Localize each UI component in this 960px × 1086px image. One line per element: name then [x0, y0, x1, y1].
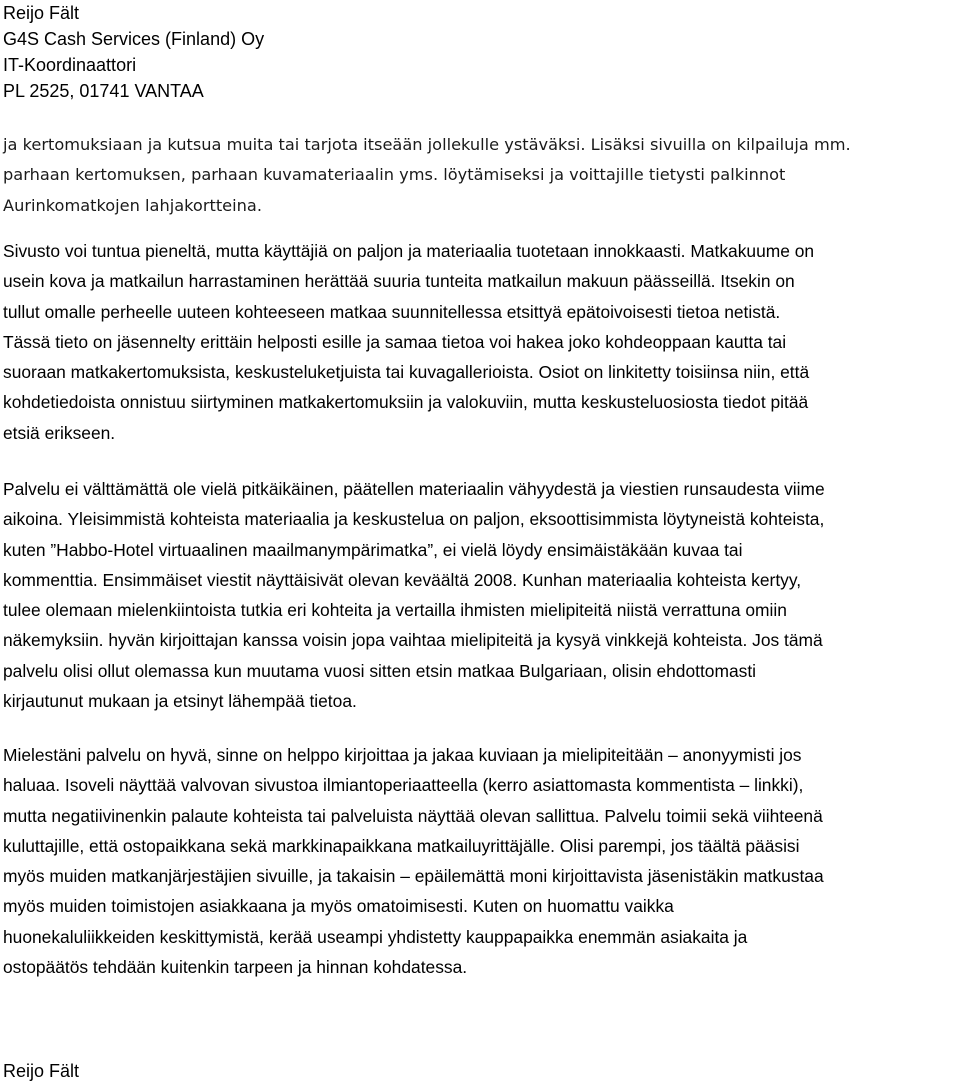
- paragraph-line: Tässä tieto on jäsennelty erittäin helposti esille ja samaa tietoa voi hakea joko kohdeoppaan kautta tai: [3, 331, 787, 352]
- paragraph-line: parhaan kertomuksen, parhaan kuvamateriaalin yms. löytämiseksi ja voittajille tietysti palkinnot: [3, 165, 786, 185]
- paragraph-line: etsiä erikseen.: [3, 422, 116, 443]
- paragraph-line: usein kova ja matkailun harrastaminen herättää suuria tunteita matkailun makuun päässeillä. Itsekin on: [3, 271, 795, 292]
- paragraph-line: tullut omalle perheelle uuteen kohteeseen matkaa suunnitellessa etsittyä epätoivoisesti tietoa netistä.: [3, 301, 781, 322]
- paragraph-line: Palvelu ei välttämättä ole vielä pitkäikäinen, päätellen materiaalin vähyydestä ja viestien runsaudesta viime: [3, 479, 825, 499]
- paragraph-line: tulee olemaan mielenkiintoista tutkia eri kohteita ja vertailla ihmisten mielipiteitä niistä verrattuna omiin: [3, 600, 787, 621]
- paragraph-line: myös muiden matkanjärjestäjien sivuille, ja takaisin – epäilemättä moni kirjoittavista jäsenistäkin matkustaa: [3, 866, 824, 887]
- paragraph-line: haluaa. Isoveli näyttää valvovan sivustoa ilmiantoperiaatteella (kerro asiattomasta kommentista – linkki),: [3, 775, 804, 796]
- paragraph-line: näkemyksiin. hyvän kirjoittajan kanssa voisin jopa vaihtaa mielipiteitä ja kysyä vinkkejä kohteista. Jos tämä: [3, 630, 823, 651]
- paragraph-line: suoraan matkakertomuksista, keskusteluketjuista tai kuvagallerioista. Osiot on linkitetty toisiinsa niin, että: [3, 362, 810, 383]
- paragraph-line: kirjautunut mukaan ja etsinyt lähempää tietoa.: [3, 691, 357, 712]
- paragraph-line: Sivusto voi tuntua pieneltä, mutta käyttäjiä on paljon ja materiaalia tuotetaan innokkaasti. Matkakuume on: [3, 241, 815, 261]
- paragraph-line: aikoina. Yleisimmistä kohteista materiaalia ja keskustelua on paljon, eksoottisimmista löytyneistä kohteista,: [3, 509, 825, 530]
- sender-address: PL 2525, 01741 VANTAA: [3, 81, 204, 101]
- paragraph-line: kuluttajille, että ostopaikkana sekä markkinapaikkana matkailuyrittäjälle. Olisi parempi, jos täältä pääsisi: [3, 835, 800, 856]
- paragraph-line: palvelu olisi ollut olemassa kun muutama vuosi sitten etsin matkaa Bulgariaan, olisin ehdottomasti: [3, 660, 757, 681]
- paragraph-line: Aurinkomatkojen lahjakortteina.: [3, 195, 262, 215]
- paragraph-line: Mielestäni palvelu on hyvä, sinne on helppo kirjoittaa ja jakaa kuviaan ja mielipiteitään – anonyymisti jos: [3, 745, 802, 765]
- sender-name: Reijo Fält: [3, 3, 80, 23]
- paragraph-line: ostopäätös tehdään kuitenkin tarpeen ja hinnan kohdatessa.: [3, 957, 468, 978]
- paragraph-line: kommenttia. Ensimmäiset viestit näyttäisivät olevan keväältä 2008. Kunhan materiaalia kohteista kertyy,: [3, 569, 802, 590]
- paragraph-1: [3, 130, 955, 221]
- sender-company: G4S Cash Services (Finland) Oy: [3, 29, 265, 49]
- paragraph-line: mutta negatiivinenkin palaute kohteista tai palveluista näyttää olevan sallittua. Palvelu toimii sekä viihteenä: [3, 805, 823, 826]
- paragraph-line: ja kertomuksiaan ja kutsua muita tai tarjota itseään jollekulle ystäväksi. Lisäksi sivuilla on kilpailuja mm.: [3, 135, 851, 154]
- sender-role: IT-Koordinaattori: [3, 55, 137, 75]
- paragraph-line: myös muiden toimistojen asiakkaana ja myös omatoimisesti. Kuten on huomattu vaikka: [3, 896, 674, 917]
- paragraph-4: [3, 740, 955, 982]
- paragraph-line: kohdetiedoista onnistuu siirtyminen matkakertomuksiin ja valokuviin, mutta keskusteluosiosta tiedot pitää: [3, 392, 809, 413]
- signature: Reijo Fält: [3, 1061, 80, 1081]
- paragraph-2: [3, 236, 955, 448]
- paragraph-line: kuten ”Habbo-Hotel virtuaalinen maailmanympärimatka”, ei vielä löydy ensimäistäkään kuvaa tai: [3, 539, 743, 560]
- paragraph-3: [3, 474, 955, 716]
- letterhead: [3, 0, 264, 104]
- paragraph-line: huonekaluliikkeiden keskittymistä, kerää useampi yhdistetty kauppapaikka enemmän asiakaita ja: [3, 926, 748, 947]
